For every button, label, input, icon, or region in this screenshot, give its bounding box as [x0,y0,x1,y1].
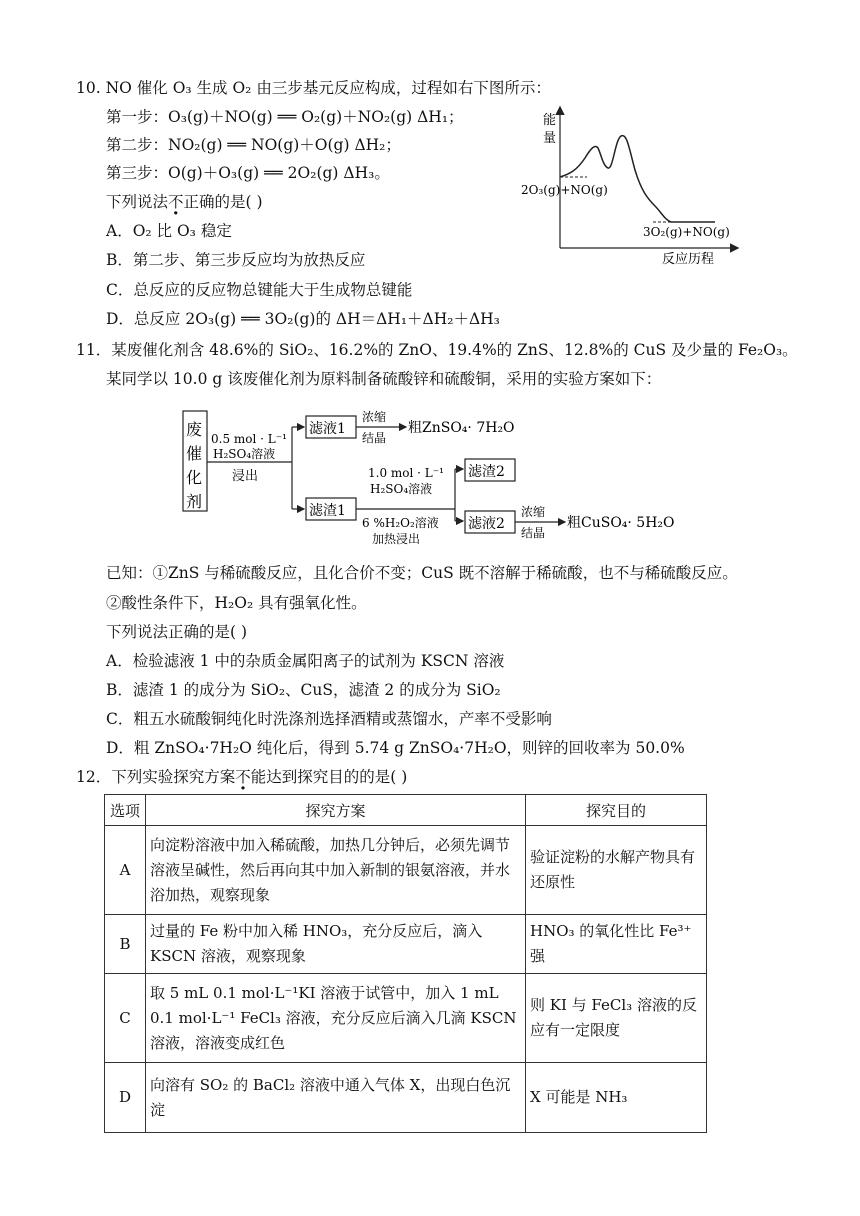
leach1-reagent: H₂SO₄溶液 [213,447,276,461]
process-flow-diagram [180,405,700,550]
q11-question: 下列说法正确的是( ) [106,623,248,641]
q11-option-c: C．粗五水硫酸铜纯化时洗涤剂选择酒精或蒸馏水，产率不受影响 [106,710,552,728]
x-axis-label: 反应历程 [662,252,715,267]
row-goal: HNO₃ 的氧化性比 Fe³⁺ 强 [526,915,707,974]
q10-step1: 第一步：O₃(g)＋NO(g) ══ O₂(g)＋NO₂(g) ΔH₁； [106,108,464,126]
leach1-conc: 0.5 mol · L⁻¹ [211,432,287,446]
q10-step2: 第二步：NO₂(g) ══ NO(g)＋O(g) ΔH₂； [106,136,401,154]
energy-profile-diagram [515,100,745,270]
waste-catalyst-char-1: 废 [186,420,203,439]
q10-step3: 第三步：O(g)＋O₃(g) ══ 2O₂(g) ΔH₃。 [106,164,390,182]
row-plan: 过量的 Fe 粉中加入稀 HNO₃，充分反应后，滴入 KSCN 溶液，观察现象 [146,915,526,974]
header-plan: 探究方案 [146,795,526,826]
leach2-reagent: H₂SO₄溶液 [370,482,433,496]
q10-option-d: D．总反应 2O₃(g) ══ 3O₂(g)的 ΔH＝ΔH₁＋ΔH₂＋ΔH₃ [106,310,500,328]
q10-option-c: C．总反应的反应物总键能大于生成物总键能 [106,281,413,299]
q10-option-b: B．第二步、第三步反应均为放热反应 [106,251,366,269]
table-row [105,915,707,974]
row-option: B [105,915,146,974]
table-row [105,974,707,1063]
conc2-a: 浓缩 [521,505,546,519]
q11-option-d: D．粗 ZnSO₄·7H₂O 纯化后，得到 5.74 g ZnSO₄·7H₂O，则锌的回收率为 50.0% [106,739,685,757]
residue1-label: 滤渣1 [309,503,346,519]
q11-known-1: 已知：①ZnS 与稀硫酸反应，且化合价不变；CuS 既不溶解于稀硫酸，也不与稀硫酸反应。 [106,564,738,582]
header-goal: 探究目的 [526,795,707,826]
filtrate2-label: 滤液2 [468,516,505,532]
row-plan: 取 5 mL 0.1 mol·L⁻¹KI 溶液于试管中，加入 1 mL 0.1 mol·L⁻¹ FeCl₃ 溶液，充分反应后滴入几滴 KSCN 溶液，溶液变成红色 [146,974,526,1063]
row-goal: 验证淀粉的水解产物具有还原性 [526,826,707,915]
q11-stem-1: 11．某废催化剂含 48.6%的 SiO₂、16.2%的 ZnO、19.4%的 ZnS、12.8%的 CuS 及少量的 Fe₂O₃。 [76,341,798,359]
row-option: C [105,974,146,1063]
waste-catalyst-char-3: 化 [186,468,203,487]
header-option: 选项 [105,795,146,826]
q11-option-a: A．检验滤液 1 中的杂质金属阳离子的试剂为 KSCN 溶液 [106,652,505,670]
row-plan: 向淀粉溶液中加入稀硫酸，加热几分钟后，必须先调节溶液呈碱性，然后再向其中加入新制的银氨溶液，并水浴加热，观察现象 [146,826,526,915]
end-label: 3O₂(g)+NO(g) [643,225,730,239]
row-option: D [105,1063,146,1133]
product1: 粗ZnSO₄· 7H₂O [408,420,515,436]
q10-question: 下列说法不正确的是( ) [106,193,263,211]
leach2-op: 加热浸出 [372,532,421,546]
conc1-b: 结晶 [362,431,387,445]
waste-catalyst-char-2: 催 [186,444,203,463]
q10-option-a: A．O₂ 比 O₃ 稳定 [106,222,232,240]
energy-curve [560,136,715,222]
emphasis-not: 不 [235,768,251,786]
q10-stem: 10. NO 催化 O₃ 生成 O₂ 由三步基元反应构成，过程如右下图所示： [76,79,551,97]
conc1-a: 浓缩 [362,410,387,424]
y-axis-label-1: 能 [543,113,557,128]
leach1-op: 浸出 [232,469,259,484]
row-goal: X 可能是 NH₃ [526,1063,707,1133]
q11-option-b: B．滤渣 1 的成分为 SiO₂、CuS，滤渣 2 的成分为 SiO₂ [106,681,501,699]
q12-question: 12．下列实验探究方案不能达到探究目的的是( ) [76,768,408,786]
table-header-row [105,795,707,826]
emphasis-not: 不 [168,193,184,211]
start-label: 2O₃(g)+NO(g) [521,183,608,197]
conc2-b: 结晶 [521,526,546,540]
residue2-label: 滤渣2 [468,464,505,480]
row-plan: 向溶有 SO₂ 的 BaCl₂ 溶液中通入气体 X，出现白色沉淀 [146,1063,526,1133]
table-row [105,826,707,915]
q11-known-2: ②酸性条件下，H₂O₂ 具有强氧化性。 [106,594,367,612]
row-option: A [105,826,146,915]
q11-stem-2: 某同学以 10.0 g 该废催化剂为原料制备硫酸锌和硫酸铜，采用的实验方案如下： [106,370,662,388]
experiment-table [104,794,707,1133]
product2: 粗CuSO₄· 5H₂O [567,515,675,531]
row-goal: 则 KI 与 FeCl₃ 溶液的反应有一定限度 [526,974,707,1063]
leach2-conc: 1.0 mol · L⁻¹ [368,466,444,480]
table-row [105,1063,707,1133]
waste-catalyst-char-4: 剂 [186,492,203,511]
leach2-oxidant: 6 %H₂O₂溶液 [362,516,439,530]
filtrate1-label: 滤液1 [309,421,346,437]
y-axis-label-2: 量 [543,131,557,146]
